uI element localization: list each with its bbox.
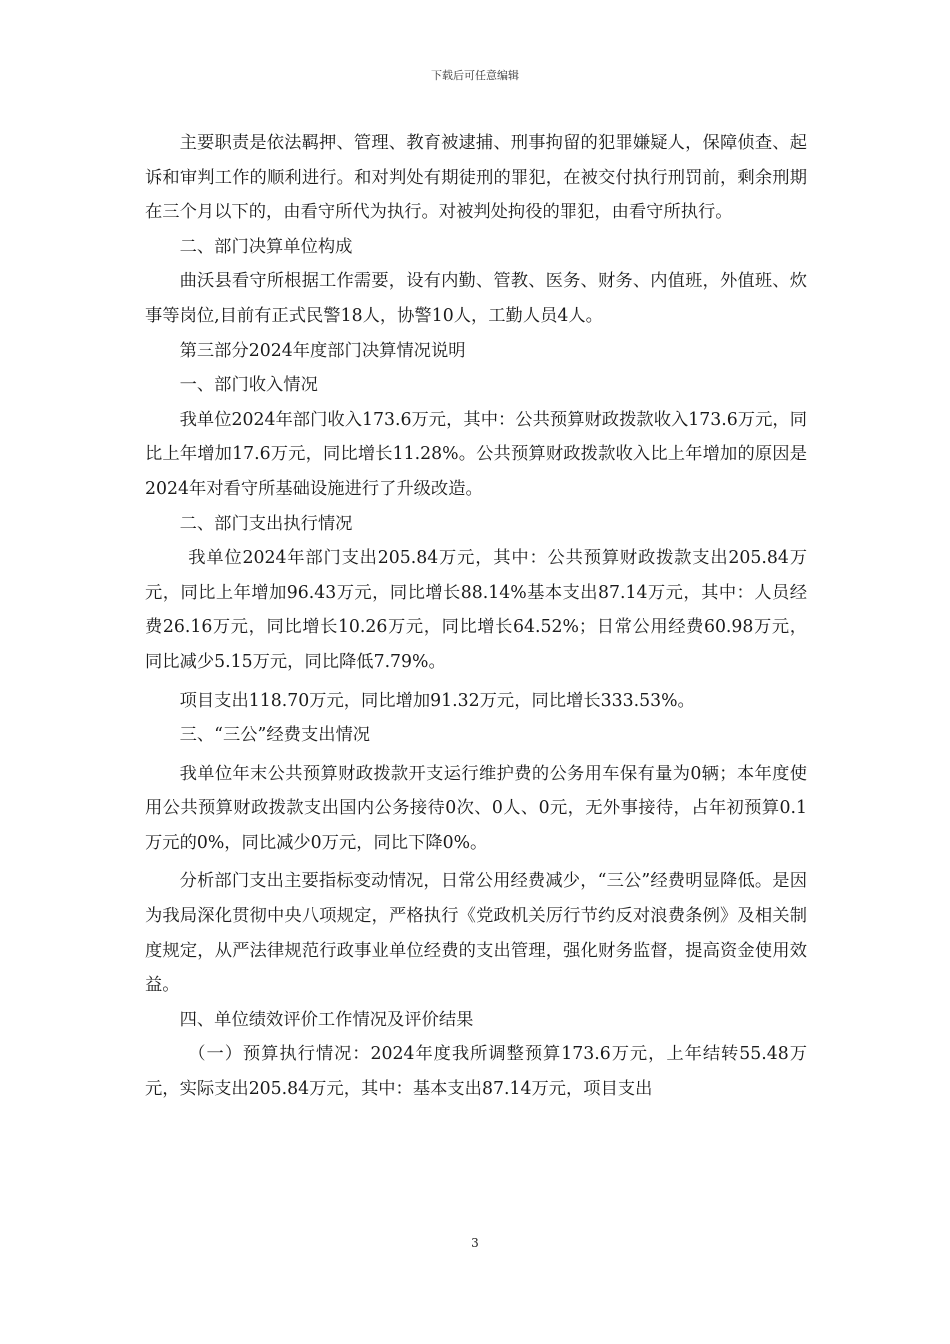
paragraph-budget-execution: （一）预算执行情况：2024年度我所调整预算173.6万元，上年结转55.48万元，实际支出205.84万元，其中：基本支出87.14万元，项目支出 [145,1044,807,1100]
page-number: 3 [471,1236,479,1250]
paragraph-analysis: 分析部门支出主要指标变动情况，日常公用经费减少，“三公”经费明显降低。是因为我局深化贯彻中央八项规定，严格执行《党政机关厉行节约反对浪费条例》及相关制度规定，从严法律规范行政事业单位经费的支出管理，强化财务监督，提高资金使用效益。 [145,871,807,996]
section-heading-performance: 四、单位绩效评价工作情况及评价结果 [179,1009,474,1030]
section-heading-three-public: 三、“三公”经费支出情况 [179,725,371,746]
section-heading-unit-composition: 二、部门决算单位构成 [179,236,353,257]
paragraph-three-public: 我单位年末公共预算财政拨款开支运行维护费的公务用车保有量为0辆；本年度使用公共预算财政拨款支出国内公务接待0次、0人、0元，无外事接待，占年初预算0.1万元的0%，同比减少0万元，同比下降0%。 [145,763,807,853]
section-heading-expenditure: 二、部门支出执行情况 [179,513,353,534]
paragraph-income: 我单位2024年部门收入173.6万元，其中：公共预算财政拨款收入173.6万元，同比上年增加17.6万元，同比增长11.28%。公共预算财政拨款收入比上年增加的原因是2024年对看守所基础设施进行了升级改造。 [145,409,807,499]
paragraph-expenditure: 我单位2024年部门支出205.84万元，其中：公共预算财政拨款支出205.84万元，同比上年增加96.43万元，同比增长88.14%基本支出87.14万元，其中：人员经费26.16万元，同比增长10.26万元，同比增长64.52%；日常公用经费60.98万元，同比减少5.15万元，同比降低7.79%。 [145,548,807,672]
page-header: 下载后可任意编辑 [431,69,519,82]
section-heading-income: 一、部门收入情况 [179,375,318,396]
part-heading-final-accounts: 第三部分2024年度部门决算情况说明 [179,340,466,361]
document-body [145,126,807,1107]
paragraph-project-expenditure: 项目支出118.70万元，同比增加91.32万元，同比增长333.53%。 [179,690,695,711]
paragraph-unit-composition: 曲沃县看守所根据工作需要，设有内勤、管教、医务、财务、内值班，外值班、炊事等岗位,目前有正式民警18人，协警10人，工勤人员4人。 [145,271,807,326]
paragraph-duties: 主要职责是依法羁押、管理、教育被逮捕、刑事拘留的犯罪嫌疑人，保障侦查、起诉和审判工作的顺利进行。和对判处有期徒刑的罪犯，在被交付执行刑罚前，剩余刑期在三个月以下的，由看守所代为执行。对被判处拘役的罪犯，由看守所执行。 [145,133,807,223]
